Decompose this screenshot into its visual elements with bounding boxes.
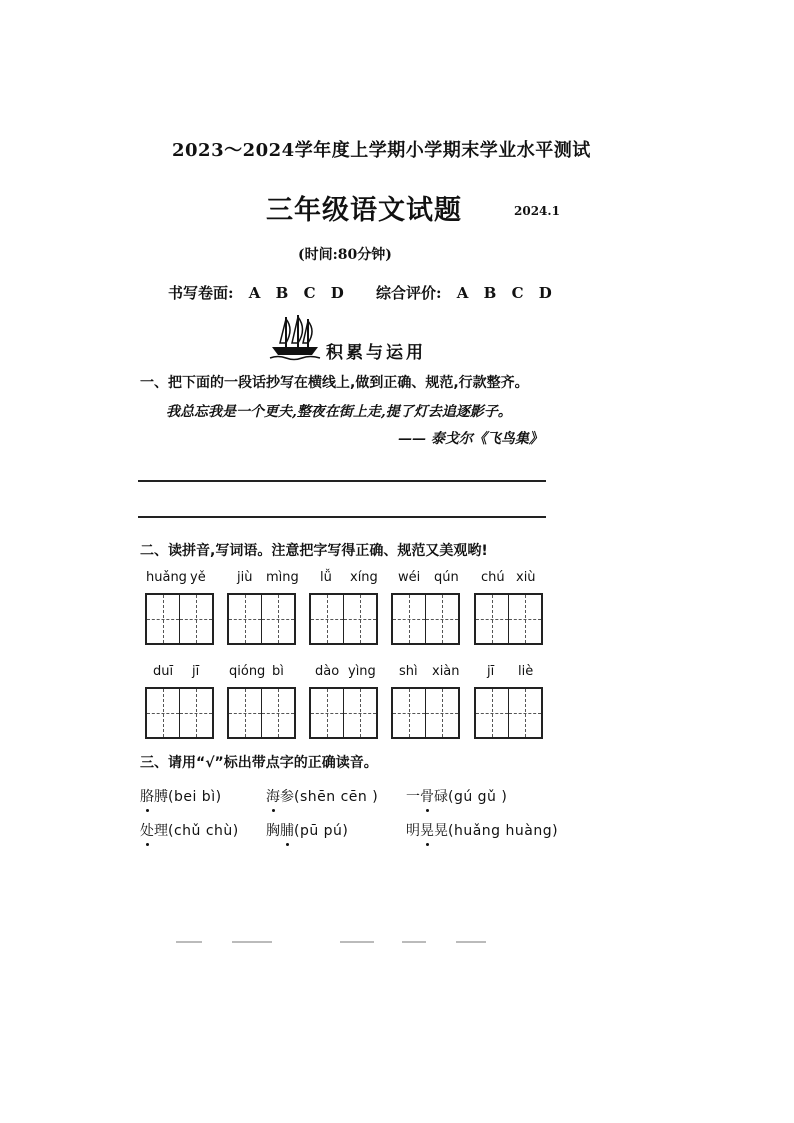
- scan-artifact: [456, 941, 486, 943]
- pinyin-options[interactable]: (chǔ chù): [168, 823, 239, 839]
- dotted-character: 海: [266, 786, 280, 806]
- pinyin-options[interactable]: (huǎng huàng): [448, 823, 559, 839]
- exam-title: 2023～2024学年度上学期小学期末学业水平测试: [172, 140, 591, 161]
- grade-option: B: [275, 284, 289, 302]
- pinyin-label: bì: [272, 664, 284, 679]
- scan-artifact: [176, 941, 202, 943]
- scan-artifact: [402, 941, 426, 943]
- pronunciation-item: 一骨碌(gú gǔ ): [406, 786, 507, 806]
- character-writing-box[interactable]: [474, 593, 543, 645]
- character-writing-box[interactable]: [391, 593, 460, 645]
- question-3-title: 三、请用“√”标出带点字的正确读音。: [140, 755, 378, 771]
- overall-label: 综合评价:: [376, 284, 442, 302]
- pinyin-label: qióng: [229, 664, 266, 679]
- pinyin-label: xíng: [350, 570, 378, 585]
- character-writing-box[interactable]: [391, 687, 460, 739]
- pronunciation-item: 胸脯(pū pú): [266, 820, 348, 840]
- section-title: 积累与运用: [326, 343, 426, 363]
- sailboat-icon: [268, 313, 322, 365]
- pinyin-label: qún: [434, 570, 459, 585]
- scan-artifact: [340, 941, 374, 943]
- quote-author: —— 泰戈尔《飞鸟集》: [398, 431, 543, 447]
- pinyin-label: dào: [315, 664, 340, 679]
- pinyin-options[interactable]: (gú gǔ ): [448, 789, 508, 805]
- pinyin-label: jiù: [237, 570, 253, 585]
- paper-title: 三年级语文试题: [266, 195, 462, 226]
- question-2-title: 二、读拼音,写词语。注意把字写得正确、规范又美观哟!: [140, 543, 488, 559]
- pinyin-label: lǚ: [320, 570, 332, 585]
- pinyin-label: yìng: [348, 664, 376, 679]
- grade-option: D: [330, 284, 344, 302]
- pinyin-options[interactable]: (pū pú): [294, 823, 349, 839]
- pinyin-options[interactable]: (shēn cēn ): [294, 789, 379, 805]
- writing-line[interactable]: [138, 516, 546, 518]
- character-writing-box[interactable]: [227, 593, 296, 645]
- scan-artifact: [232, 941, 272, 943]
- pinyin-label: duī: [153, 664, 174, 679]
- question-1-title: 一、把下面的一段话抄写在横线上,做到正确、规范,行款整齐。: [140, 375, 529, 391]
- pinyin-label: yě: [190, 570, 206, 585]
- pronunciation-item: 胳膊(bei bì): [140, 786, 222, 806]
- pinyin-label: huǎng: [146, 570, 187, 585]
- dotted-character: 胳: [140, 786, 154, 806]
- pinyin-label: wéi: [398, 570, 421, 585]
- dotted-character: 处: [140, 820, 154, 840]
- pinyin-label: jī: [487, 664, 495, 679]
- character-writing-box[interactable]: [474, 687, 543, 739]
- grade-option: A: [248, 284, 261, 302]
- pronunciation-item: 处理(chǔ chù): [140, 820, 239, 840]
- handwriting-label: 书写卷面:: [168, 284, 234, 302]
- pronunciation-item: 海参(shēn cēn ): [266, 786, 378, 806]
- pronunciation-item: 明晃晃(huǎng huàng): [406, 820, 558, 840]
- pinyin-label: jī: [192, 664, 200, 679]
- dotted-character: 骨: [420, 786, 434, 806]
- pinyin-label: shì: [399, 664, 418, 679]
- grade-option: A: [456, 284, 469, 302]
- grade-option: D: [538, 284, 552, 302]
- pinyin-label: liè: [518, 664, 534, 679]
- pinyin-label: mìng: [266, 570, 299, 585]
- character-writing-box[interactable]: [145, 687, 214, 739]
- character-writing-box[interactable]: [309, 687, 378, 739]
- pinyin-label: xiàn: [432, 664, 460, 679]
- pinyin-options[interactable]: (bei bì): [168, 789, 222, 805]
- pinyin-label: chú: [481, 570, 505, 585]
- exam-date: 2024.1: [514, 204, 560, 218]
- character-writing-box[interactable]: [309, 593, 378, 645]
- dotted-character: 晃: [420, 820, 434, 840]
- quote-text: 我总忘我是一个更夫,整夜在街上走,提了灯去追逐影子。: [166, 404, 512, 420]
- grade-option: C: [511, 284, 524, 302]
- time-limit: (时间:80分钟): [298, 247, 392, 263]
- overall-grade: [376, 282, 552, 303]
- writing-line[interactable]: [138, 480, 546, 482]
- pinyin-label: xiù: [516, 570, 536, 585]
- grade-option: B: [483, 284, 497, 302]
- character-writing-box[interactable]: [227, 687, 296, 739]
- grade-option: C: [303, 284, 316, 302]
- character-writing-box[interactable]: [145, 593, 214, 645]
- dotted-character: 脯: [280, 820, 294, 840]
- handwriting-grade: [168, 282, 344, 303]
